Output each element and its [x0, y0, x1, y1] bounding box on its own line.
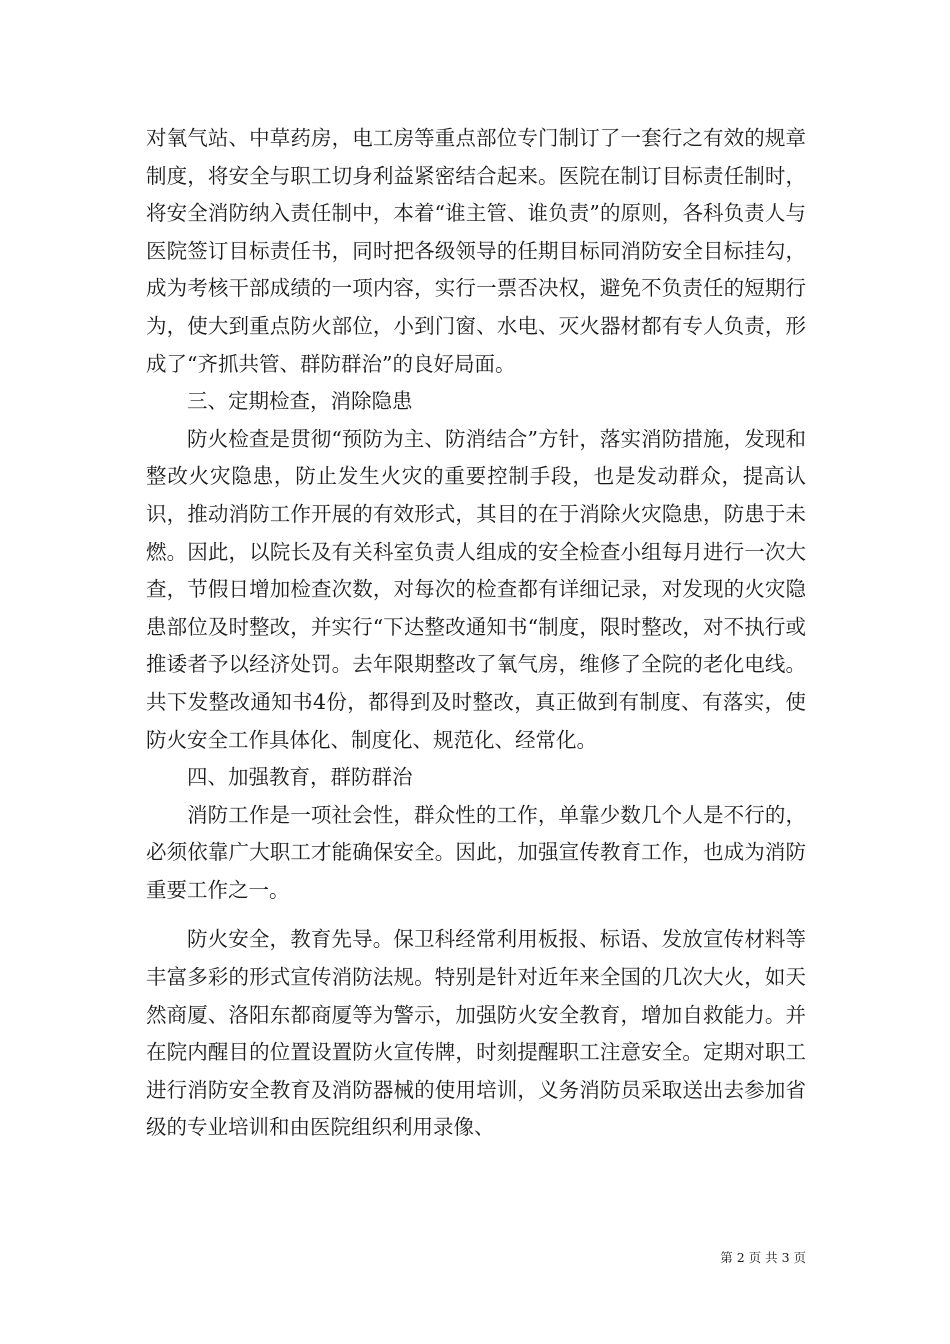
section-heading-3: 三、定期检查，消除隐患: [187, 389, 413, 414]
page-number-footer: 第 2 页 共 3 页: [720, 1250, 806, 1265]
section-heading-4: 四、加强教育，群防群治: [187, 765, 413, 790]
document-body: [146, 120, 806, 1147]
body-paragraph-education: 防火安全，教育先导。保卫科经常利用板报、标语、发放宣传材料等丰富多彩的形式宣传消防法规。特别是针对近年来全国的几次大火，如天然商厦、洛阳东都商厦等为警示，加强防火安全教育，增加自救能力。并在院内醒目的位置设置防火宣传牌，时刻提醒职工注意安全。定期对职工进行消防安全教育及消防器械的使用培训，义务消防员采取送出去参加省级的专业培训和由医院组织利用录像、: [146, 927, 806, 1140]
body-paragraph-continuation: 对氧气站、中草药房，电工房等重点部位专门制订了一套行之有效的规章制度，将安全与职工切身利益紧密结合起来。医院在制订目标责任制时，将安全消防纳入责任制中，本着“谁主管、谁负责”的原则，各科负责人与医院签订目标责任书，同时把各级领导的任期目标同消防安全目标挂勾，成为考核干部成绩的一项内容，实行一票否决权，避免不负责任的短期行为，使大到重点防火部位，小到门窗、水电、灭火器材都有专人负责，形成了“齐抓共管、群防群治”的良好局面。: [146, 126, 806, 376]
body-paragraph-fire-work: 消防工作是一项社会性，群众性的工作，单靠少数几个人是不行的，必须依靠广大职工才能确保安全。因此，加强宣传教育工作，也成为消防重要工作之一。: [146, 802, 806, 902]
body-paragraph-inspection: 防火检查是贯彻“预防为主、防消结合”方针，落实消防措施，发现和整改火灾隐患，防止发生火灾的重要控制手段，也是发动群众，提高认识，推动消防工作开展的有效形式，其目的在于消除火灾隐患，防患于未燃。因此，以院长及有关科室负责人组成的安全检查小组每月进行一次大查，节假日增加检查次数，对每次的检查都有详细记录，对发现的火灾隐患部位及时整改，并实行“下达整改通知书“制度，限时整改，对不执行或推诿者予以经济处罚。去年限期整改了氧气房，维修了全院的老化电线。共下发整改通知书4份，都得到及时整改，真正做到有制度、有落实，使防火安全工作具体化、制度化、规范化、经常化。: [146, 426, 806, 752]
